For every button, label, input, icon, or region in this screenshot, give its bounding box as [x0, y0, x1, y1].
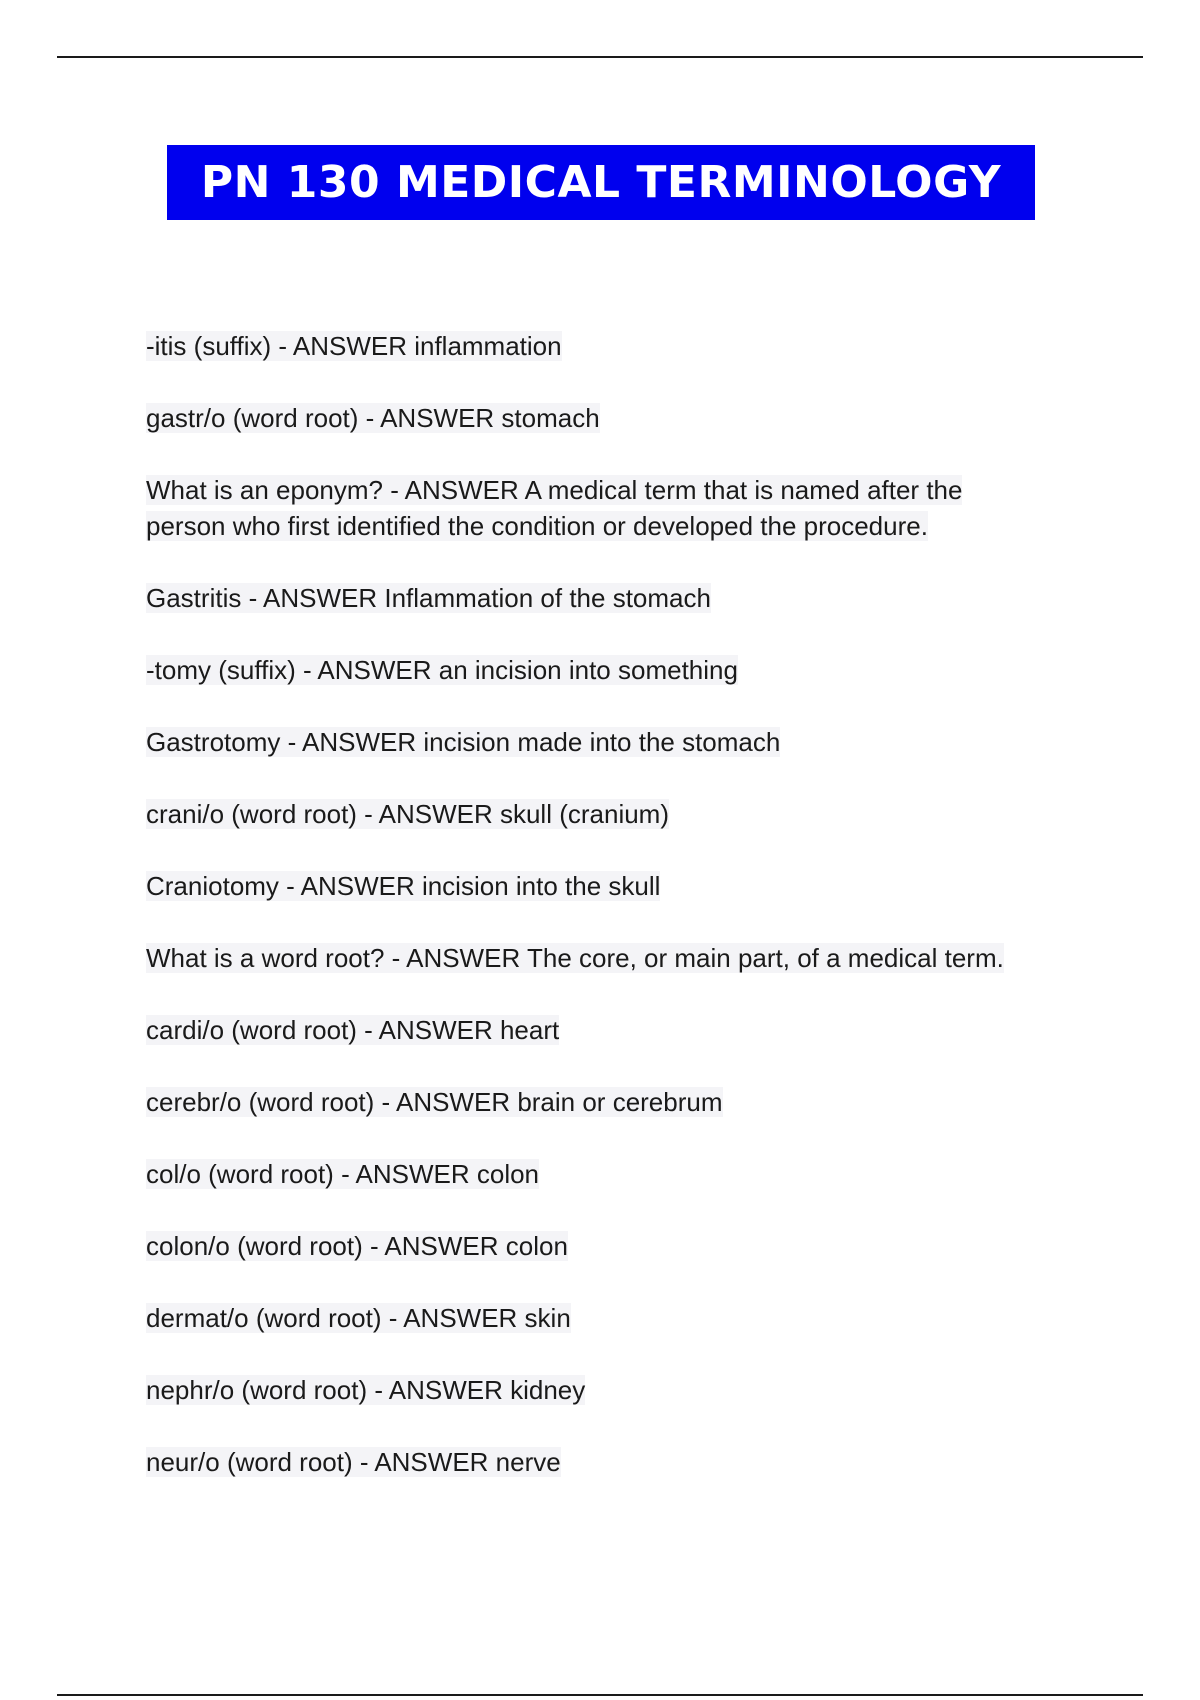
document-title: PN 130 MEDICAL TERMINOLOGY — [200, 156, 1002, 208]
qa-text: What is a word root? - ANSWER The core, or main part, of a medical term. — [146, 943, 1004, 973]
qa-item — [146, 580, 1046, 616]
qa-item — [146, 472, 1046, 544]
qa-item — [146, 1300, 1046, 1336]
qa-item — [146, 796, 1046, 832]
title-banner — [167, 145, 1035, 220]
qa-item — [146, 1012, 1046, 1048]
qa-item — [146, 1084, 1046, 1120]
qa-item — [146, 328, 1046, 364]
qa-item — [146, 1444, 1046, 1480]
qa-text: gastr/o (word root) - ANSWER stomach — [146, 403, 600, 433]
qa-text: colon/o (word root) - ANSWER colon — [146, 1231, 568, 1261]
qa-item — [146, 868, 1046, 904]
qa-text: cardi/o (word root) - ANSWER heart — [146, 1015, 560, 1045]
qa-text: -tomy (suffix) - ANSWER an incision into something — [146, 655, 738, 685]
qa-text: Craniotomy - ANSWER incision into the skull — [146, 871, 661, 901]
qa-item — [146, 652, 1046, 688]
qa-text: cerebr/o (word root) - ANSWER brain or cerebrum — [146, 1087, 723, 1117]
qa-item — [146, 724, 1046, 760]
qa-text: Gastrotomy - ANSWER incision made into the stomach — [146, 727, 781, 757]
qa-item — [146, 940, 1046, 976]
qa-text: Gastritis - ANSWER Inflammation of the stomach — [146, 583, 711, 613]
qa-text: col/o (word root) - ANSWER colon — [146, 1159, 540, 1189]
bottom-rule — [57, 1694, 1143, 1696]
qa-item — [146, 1228, 1046, 1264]
qa-text: What is an eponym? - ANSWER A medical term that is named after the person who first identified the condition or developed the procedure. — [146, 475, 963, 541]
qa-list — [146, 328, 1046, 1516]
top-rule — [57, 56, 1143, 58]
qa-text: nephr/o (word root) - ANSWER kidney — [146, 1375, 586, 1405]
qa-item — [146, 400, 1046, 436]
qa-item — [146, 1156, 1046, 1192]
qa-text: dermat/o (word root) - ANSWER skin — [146, 1303, 571, 1333]
qa-text: neur/o (word root) - ANSWER nerve — [146, 1447, 561, 1477]
qa-text: crani/o (word root) - ANSWER skull (cranium) — [146, 799, 669, 829]
qa-item — [146, 1372, 1046, 1408]
qa-text: -itis (suffix) - ANSWER inflammation — [146, 331, 562, 361]
